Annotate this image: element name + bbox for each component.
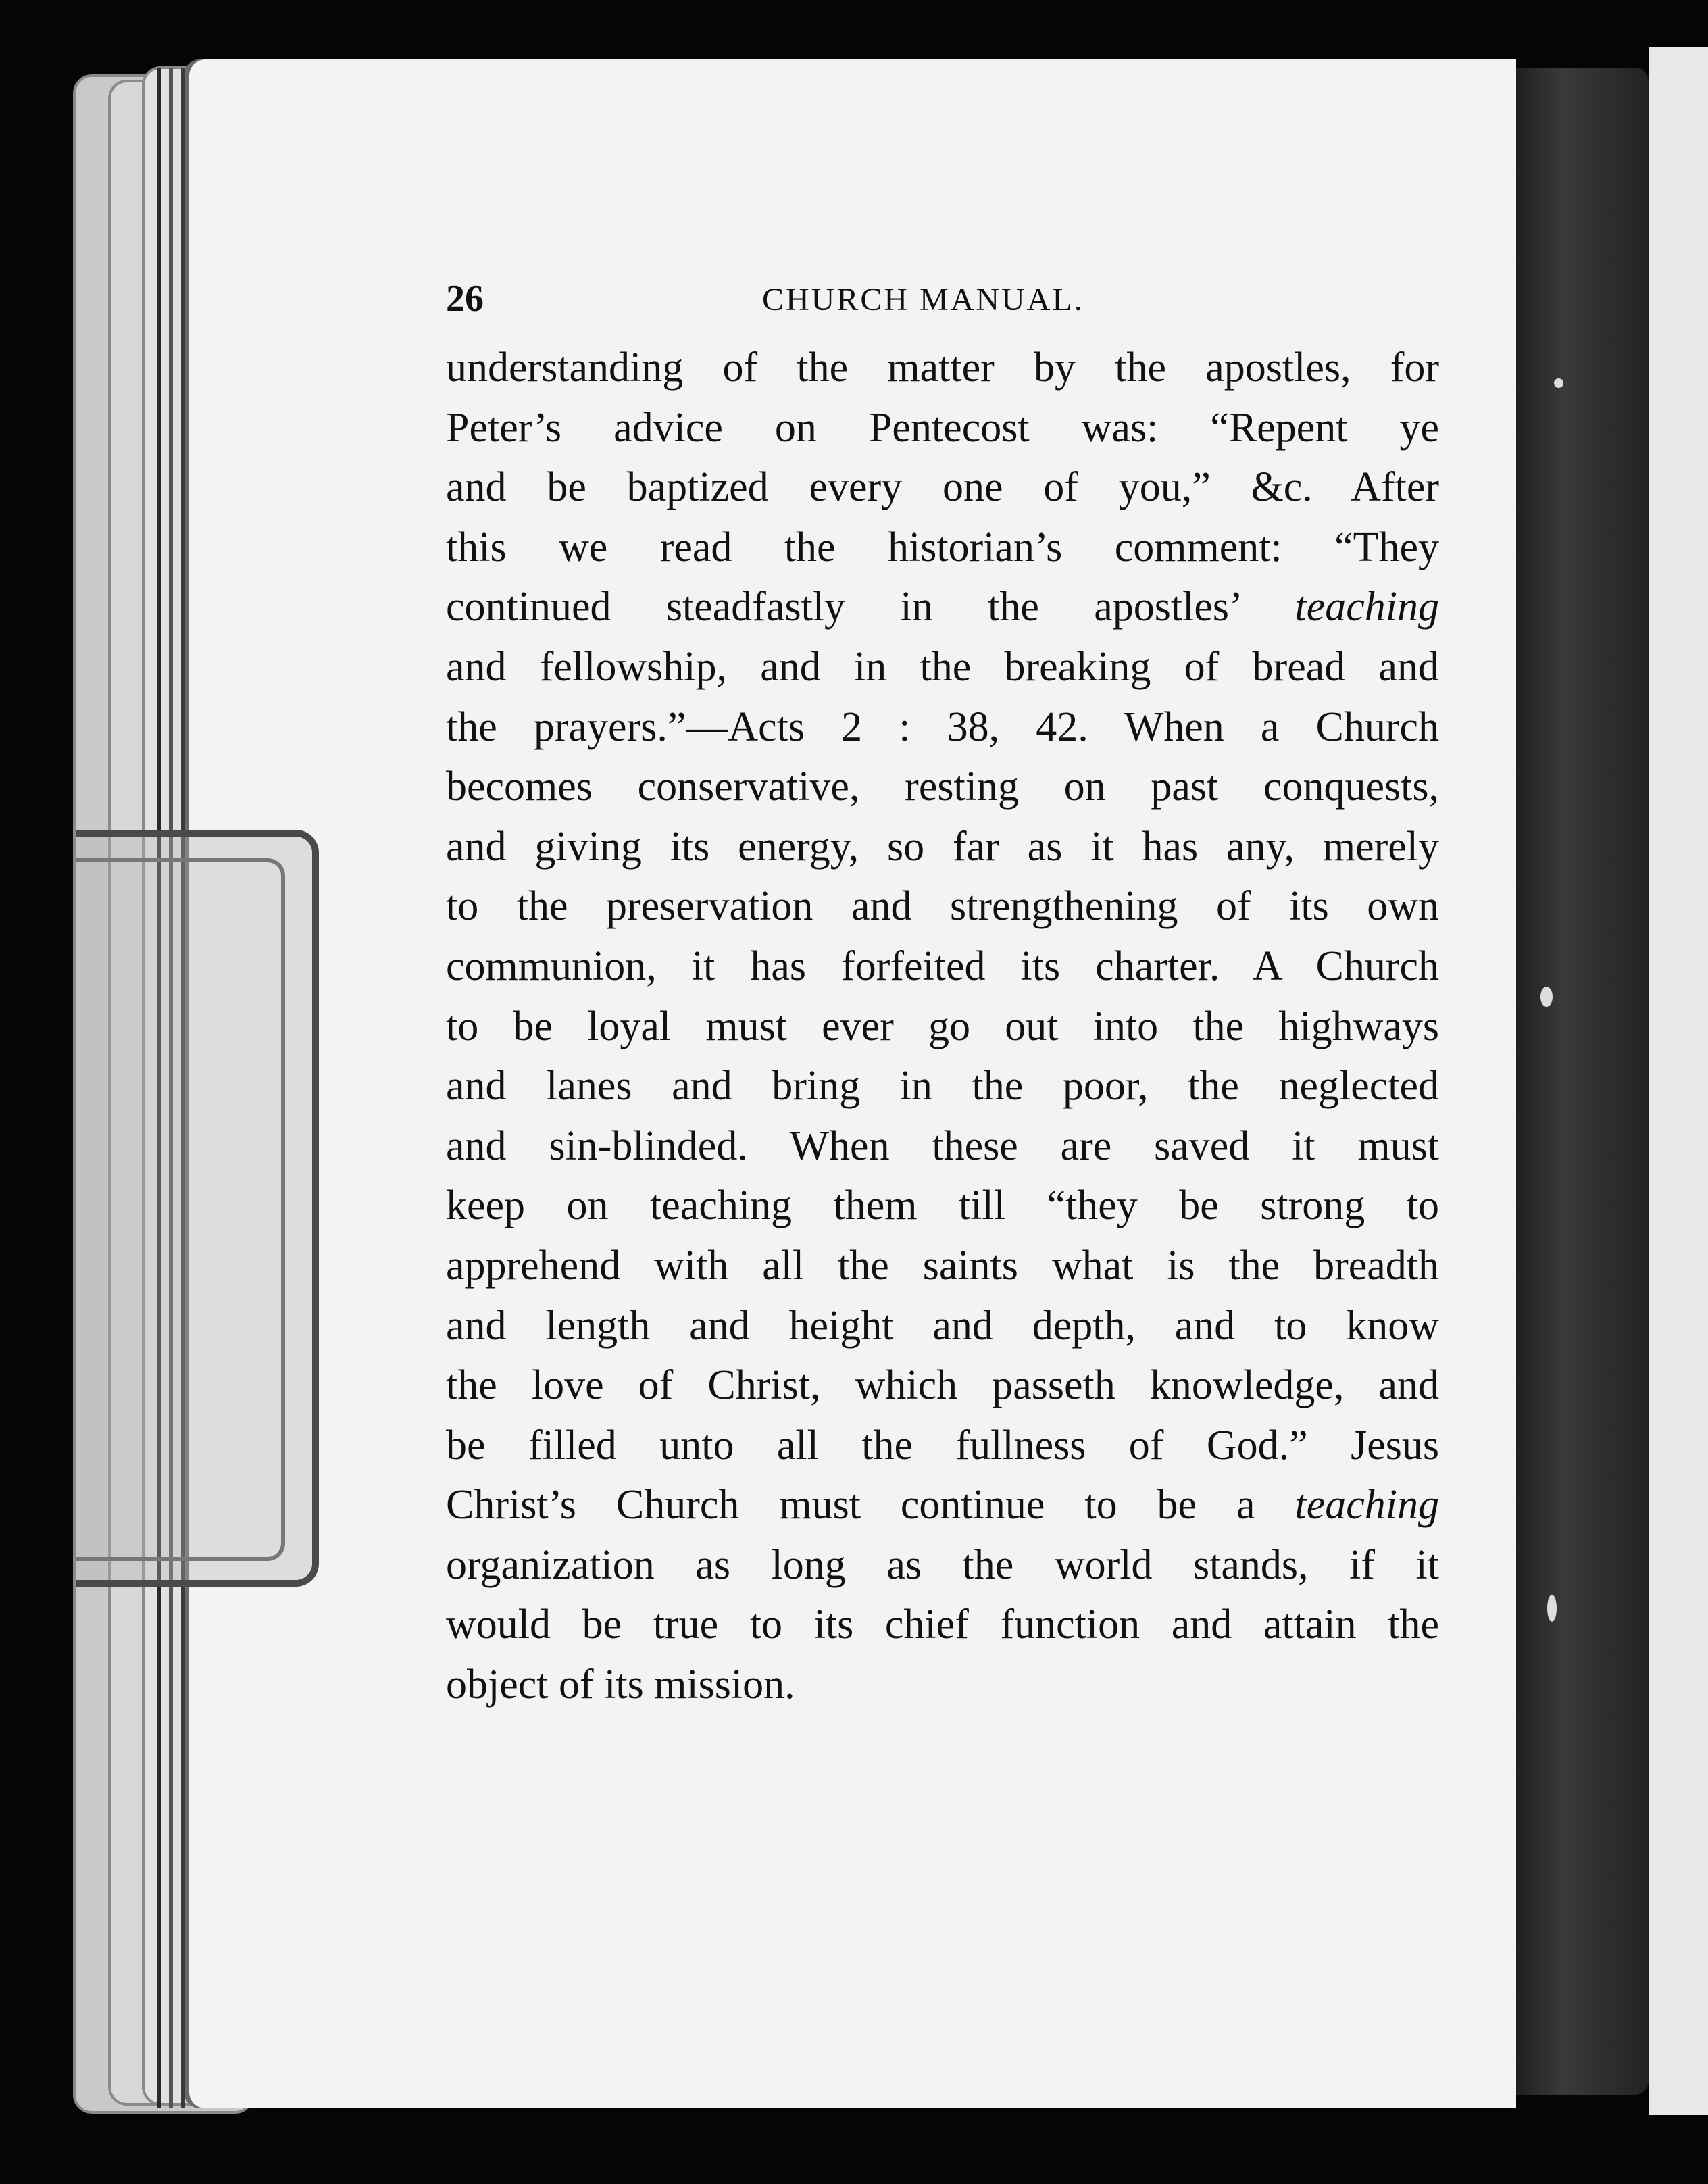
text-line: and be baptized every one of you,” &c. After (446, 464, 1439, 511)
text-fragment: continued steadfastly in the apostles’ (446, 584, 1295, 630)
running-head (446, 277, 1439, 338)
text-line: and lanes and bring in the poor, the neglected (446, 1063, 1439, 1110)
text-line: would be true to its chief function and attain the (446, 1602, 1439, 1648)
text-fragment: Christ’s Church must continue to be a (446, 1482, 1295, 1529)
text-line: this we read the historian’s comment: “They (446, 524, 1439, 570)
text-line: and sin-blinded. When these are saved it must (446, 1122, 1439, 1169)
tab-clip-inner (76, 858, 285, 1561)
speck (1554, 378, 1563, 388)
facing-page-shadow (1507, 68, 1649, 2095)
running-title: CHURCH MANUAL. (762, 282, 1084, 318)
body-text (446, 338, 1439, 1715)
speck (1540, 987, 1553, 1007)
text-line: the prayers.”—Acts 2 : 38, 42. When a Church (446, 703, 1439, 750)
page-content (446, 277, 1439, 1715)
text-line: the love of Christ, which passeth knowledge, and (446, 1362, 1439, 1409)
text-line: organization as long as the world stands, if it (446, 1541, 1439, 1588)
text-line: and length and height and depth, and to know (446, 1302, 1439, 1349)
text-line: keep on teaching them till “they be strong to (446, 1183, 1439, 1229)
text-line: understanding of the matter by the apostles, for (446, 345, 1439, 391)
page-number: 26 (446, 278, 484, 320)
background-strip (1649, 47, 1708, 2115)
text-line: to be loyal must ever go out into the highways (446, 1003, 1439, 1049)
speck (1547, 1595, 1557, 1622)
text-line: communion, it has forfeited its charter. A Church (446, 943, 1439, 989)
text-line (446, 577, 1439, 637)
text-line: to the preservation and strengthening of its own (446, 883, 1439, 930)
text-line: apprehend with all the saints what is the breadth (446, 1242, 1439, 1289)
text-line: and fellowship, and in the breaking of bread and (446, 643, 1439, 690)
text-line: Peter’s advice on Pentecost was: “Repent ye (446, 404, 1439, 451)
italic-emphasis: teaching (1295, 1482, 1439, 1529)
text-line (446, 1475, 1439, 1535)
text-line: and giving its energy, so far as it has any, merely (446, 823, 1439, 870)
text-line: becomes conservative, resting on past conquests, (446, 764, 1439, 810)
text-line: object of its mission. (446, 1662, 795, 1708)
text-line: be filled unto all the fullness of God.” Jesus (446, 1422, 1439, 1468)
italic-emphasis: teaching (1295, 584, 1439, 630)
